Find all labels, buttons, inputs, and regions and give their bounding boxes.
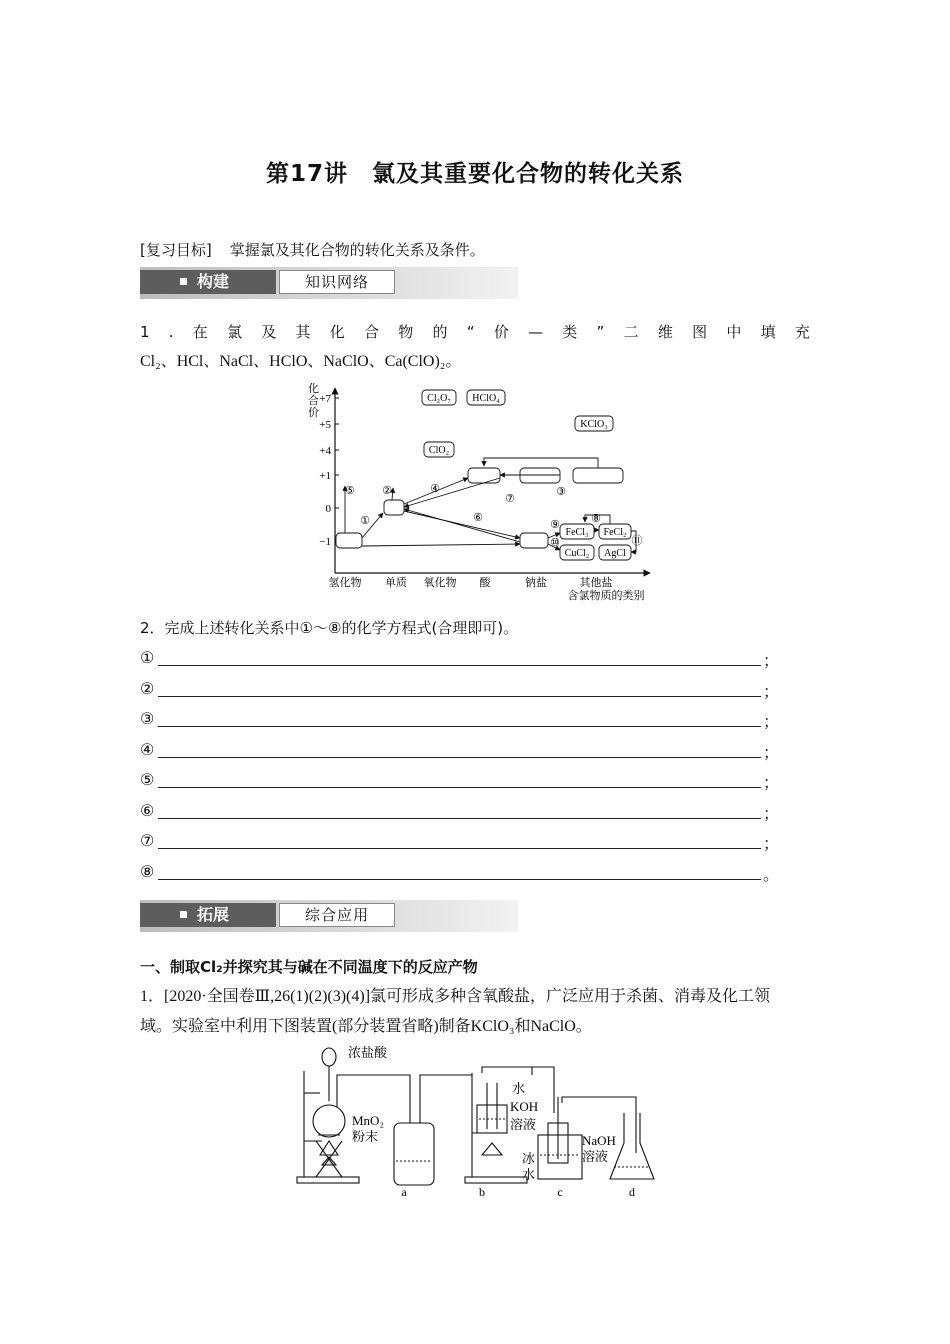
x-tick: 酸 [479, 577, 491, 589]
empty-box-hcl [336, 533, 362, 548]
answer-line[interactable]: ③ ； [140, 711, 780, 731]
label-naoh-solution: 溶液 [582, 1149, 609, 1164]
section-header-build [140, 267, 518, 299]
answer-line[interactable]: ⑦ ； [140, 833, 780, 853]
x-tick: 钠盐 [525, 577, 547, 589]
y-axis-label-1: 化 [308, 383, 319, 395]
q1-char: — [528, 323, 544, 341]
x-tick: 其他盐 [579, 577, 613, 589]
label-7: ⑦ [505, 493, 515, 505]
q1-char: 合 [364, 323, 380, 341]
label-8: ⑧ [591, 513, 601, 525]
answer-line[interactable]: ⑧ 。 [140, 864, 780, 884]
q1-char: 二 [623, 323, 639, 341]
label-koh-solution: 溶液 [510, 1117, 537, 1132]
x-tick: 氢化物 [328, 577, 362, 589]
q1-char: . [168, 323, 174, 341]
part-heading: 一、制取Cl₂并探究其与碱在不同温度下的反应产物 [140, 958, 478, 976]
answer-line[interactable]: ② ； [140, 681, 780, 701]
q1-char: 价 [493, 323, 509, 341]
label-c: c [557, 1185, 563, 1199]
answer-line[interactable]: ⑤ ； [140, 772, 780, 792]
label-4: ④ [430, 483, 440, 495]
label-ice-water: 水 [522, 1167, 536, 1182]
y-axis-label-2: 合 [308, 395, 319, 407]
box-fecl3: FeCl₃ [565, 527, 589, 538]
label-mno2: MnO₂ [352, 1113, 384, 1128]
q1-char: 图 [692, 323, 708, 341]
section-dark-tab: 构建 [140, 270, 276, 294]
label-9: ⑨ [550, 519, 560, 531]
y-tick: 0 [325, 503, 331, 515]
q1-char: 的 [432, 323, 448, 341]
objective-label: [复习目标] [140, 241, 212, 259]
label-3: ③ [556, 486, 566, 498]
q1-char: 维 [657, 323, 673, 341]
empty-box-caclo2 [573, 468, 623, 483]
y-tick: +7 [319, 393, 331, 405]
q1-char: 在 [192, 323, 208, 341]
empty-box-naclo [520, 468, 560, 483]
q1-char: 填 [760, 323, 776, 341]
q1-char: 物 [398, 323, 414, 341]
label-b: b [479, 1185, 485, 1199]
box-cucl2: CuCl₂ [564, 548, 590, 559]
review-objective [140, 240, 485, 261]
box-hclo4: HClO₄ [472, 393, 500, 404]
label-a: a [401, 1185, 407, 1199]
y-tick: +1 [319, 470, 331, 482]
page-title: 第17讲 氯及其重要化合物的转化关系 [265, 161, 684, 187]
label-water: 水 [512, 1081, 526, 1096]
q1-char: 1 [140, 323, 150, 341]
x-axis-title: 含氯物质的类别 [567, 590, 645, 602]
label-5: ⑤ [345, 485, 355, 497]
x-tick: 氧化物 [423, 577, 457, 589]
label-11: ⑪ [631, 535, 643, 547]
label-powder: 粉末 [352, 1129, 379, 1144]
apparatus-diagram [292, 1043, 672, 1203]
q1-char: 其 [295, 323, 311, 341]
q1-char: “ [466, 323, 475, 341]
y-tick: −1 [319, 536, 331, 548]
section-light-tab: 知识网络 [279, 270, 395, 294]
box-agcl: AgCl [604, 548, 626, 559]
box-cl2o7: Cl₂O₇ [427, 393, 451, 404]
y-tick: +5 [319, 419, 331, 431]
section-dark-tab: 拓展 [140, 903, 276, 927]
q1-char: ” [596, 323, 605, 341]
q1-char: 化 [329, 323, 345, 341]
label-1: ① [360, 515, 370, 527]
label-naoh: NaOH [582, 1133, 616, 1148]
y-axis-label-3: 价 [308, 407, 319, 419]
answer-line[interactable]: ① ； [140, 650, 780, 670]
question-1-line1 [140, 322, 810, 342]
label-d: d [629, 1185, 635, 1199]
box-kclo3: KClO₃ [580, 419, 608, 430]
q1-char: 及 [261, 323, 277, 341]
objective-text: 掌握氯及其化合物的转化关系及条件。 [229, 241, 485, 259]
x-tick: 单质 [385, 577, 407, 589]
box-clo2: ClO₂ [428, 445, 450, 456]
label-conc-hcl: 浓盐酸 [348, 1045, 388, 1060]
label-6: ⑥ [473, 512, 483, 524]
part-question-line1: 1．[2020·全国卷Ⅲ,26(1)(2)(3)(4)]氯可形成多种含氧酸盐，广泛应用于杀菌、消毒及化工领 [140, 988, 771, 1005]
y-tick: +4 [319, 445, 331, 457]
label-2: ② [382, 485, 392, 497]
answer-line[interactable]: ⑥ ； [140, 803, 780, 823]
label-koh: KOH [510, 1099, 539, 1114]
part-question-line2: 域。实验室中利用下图装置(部分装置省略)制备KClO₃和NaClO。 [140, 1018, 592, 1035]
q1-char: 中 [726, 323, 742, 341]
empty-box-cl2 [384, 500, 404, 515]
label-10: ⑩ [550, 537, 560, 549]
answer-line[interactable]: ④ ； [140, 742, 780, 762]
empty-box-nacl [520, 533, 548, 548]
label-ice: 冰 [522, 1151, 536, 1166]
question-2-prompt: 2．完成上述转化关系中①～⑧的化学方程式(合理即可)。 [140, 619, 519, 637]
section-light-tab: 综合应用 [279, 903, 395, 927]
valence-class-diagram [290, 378, 670, 603]
q1-char: 氯 [227, 323, 243, 341]
empty-box-hclo [468, 468, 500, 483]
square-icon [180, 911, 187, 918]
q1-char: 类 [562, 323, 578, 341]
section-header-extend [140, 900, 518, 932]
question-1-line2: Cl₂、HCl、NaCl、HClO、NaClO、Ca(ClO)₂。 [140, 353, 462, 370]
square-icon [180, 278, 187, 285]
box-fecl2: FeCl₂ [603, 527, 627, 538]
q1-char: 充 [794, 323, 810, 341]
